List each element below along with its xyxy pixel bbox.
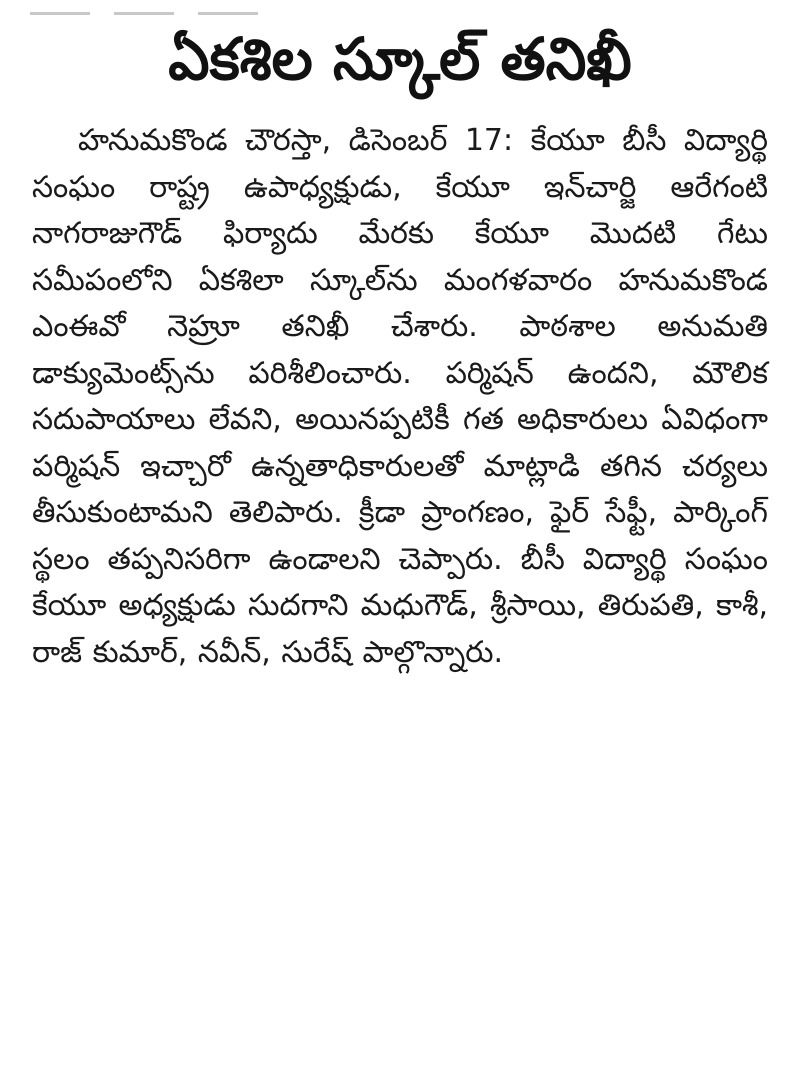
article-body: హనుమకొండ చౌరస్తా, డిసెంబర్ 17: కేయూ బీసీ విద్యార్థి సంఘం రాష్ట్ర ఉపాధ్యక్షుడు, కేయూ ఇన్‌చార్జి ఆరేగంటి నాగరాజుగౌడ్ ఫిర్యాదు మేరకు కేయూ మొదటి గేటు సమీపంలోని ఏకశిలా స్కూల్‌ను మంగళవారం హనుమకొండ ఎంఈవో నెహ్రూ తనిఖీ చేశారు. పాఠశాల అనుమతి డాక్యుమెంట్స్‌ను పరిశీలించారు. పర్మిషన్ ఉందని, మౌలిక సదుపాయాలు లేవని, అయినప్పటికీ గత అధికారులు ఏవిధంగా పర్మిషన్ ఇచ్చారో ఉన్నతాధికారులతో మాట్లాడి తగిన చర్యలు తీసుకుంటామని తెలిపారు. క్రీడా ప్రాంగణం, ఫైర్ సేఫ్టీ, పార్కింగ్ స్థలం తప్పనిసరిగా ఉండాలని చెప్పారు. బీసీ విద్యార్థి సంఘం కేయూ అధ్యక్షుడు సుదగాని మధుగౌడ్, శ్రీసాయి, తిరుపతి, కాశీ, రాజ్ కుమార్, నవీన్, సురేష్ పాల్గొన్నారు. [32, 123, 768, 670]
headline: ఏకశిల స్కూల్ తనిఖీ [168, 25, 632, 93]
